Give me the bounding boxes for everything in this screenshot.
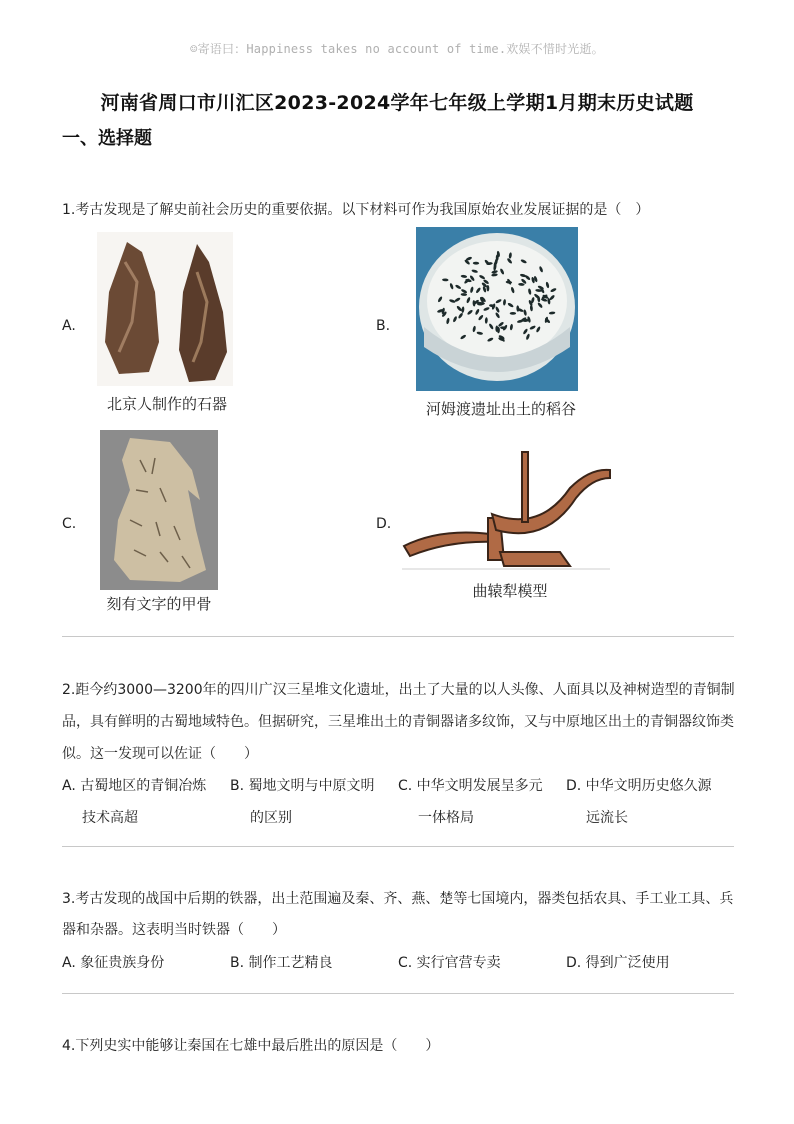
q1-option-c-caption: 刻有文字的甲骨 [106, 595, 212, 613]
section-heading: 一、选择题 [62, 128, 152, 149]
stone-tools-image [97, 232, 233, 386]
page-title: 河南省周口市川汇区2023-2024学年七年级上学期1月期末历史试题 [100, 92, 694, 114]
q3-option-a[interactable]: A. 象征贵族身份 [62, 955, 165, 971]
question-3-line-1: 3.考古发现的战国中后期的铁器，出土范围遍及秦、齐、燕、楚等七国境内，器类包括农具、手工业工具、兵 [62, 891, 734, 907]
q2-option-d-line-1: D. 中华文明历史悠久源 [566, 778, 712, 794]
q1-option-b-letter: B. [376, 318, 391, 334]
question-3-line-2: 器和杂器。这表明当时铁器（ ） [62, 922, 286, 938]
q2-option-b-line-1: B. 蜀地文明与中原文明 [230, 778, 375, 794]
q1-option-a-caption: 北京人制作的石器 [106, 395, 227, 413]
q3-option-b[interactable]: B. 制作工艺精良 [230, 955, 333, 971]
curved-plow-image [400, 448, 612, 572]
header-motto: ☺寄语曰：Happiness takes no account of time.欢娱不惜时光逝。 [190, 42, 604, 56]
q1-option-a-letter: A. [62, 318, 76, 334]
q2-option-d[interactable] [566, 770, 712, 834]
q1-option-c-letter: C. [62, 516, 77, 532]
divider [62, 993, 734, 994]
q2-option-a-line-1: A. 古蜀地区的青铜冶炼 [62, 778, 207, 794]
q1-option-d-caption: 曲辕犁模型 [472, 582, 548, 600]
q1-option-b-caption: 河姆渡遗址出土的稻谷 [425, 400, 576, 418]
divider [62, 846, 734, 847]
question-4-stem: 4.下列史实中能够让秦国在七雄中最后胜出的原因是（ ） [62, 1038, 440, 1054]
q2-option-b[interactable] [230, 770, 375, 834]
q3-option-d[interactable]: D. 得到广泛使用 [566, 955, 670, 971]
q3-option-c[interactable]: C. 实行官营专卖 [398, 955, 501, 971]
q2-option-a[interactable] [62, 770, 206, 834]
q2-option-d-line-2: 远流长 [586, 810, 628, 826]
question-1-stem: 1.考古发现是了解史前社会历史的重要依据。以下材料可作为我国原始农业发展证据的是（ ） [62, 202, 650, 218]
rice-grains-image [416, 227, 578, 391]
question-2-line-1: 2.距今约3000—3200年的四川广汉三星堆文化遗址，出土了大量的以人头像、人面具以及神树造型的青铜制 [62, 682, 735, 698]
q2-option-b-line-2: 的区别 [250, 810, 292, 826]
q2-option-c-line-2: 一体格局 [418, 810, 474, 826]
q2-option-c-line-1: C. 中华文明发展呈多元 [398, 778, 543, 794]
q2-option-a-line-2: 技术高超 [82, 810, 138, 826]
oracle-bone-image [100, 430, 218, 590]
question-2-line-3: 似。这一发现可以佐证（ ） [62, 746, 258, 762]
divider [62, 636, 734, 637]
q1-option-d-letter: D. [376, 516, 392, 532]
question-2-line-2: 品，具有鲜明的古蜀地域特色。但据研究，三星堆出土的青铜器诸多纹饰，又与中原地区出土的青铜器纹饰类 [62, 714, 734, 730]
q2-option-c[interactable] [398, 770, 543, 834]
